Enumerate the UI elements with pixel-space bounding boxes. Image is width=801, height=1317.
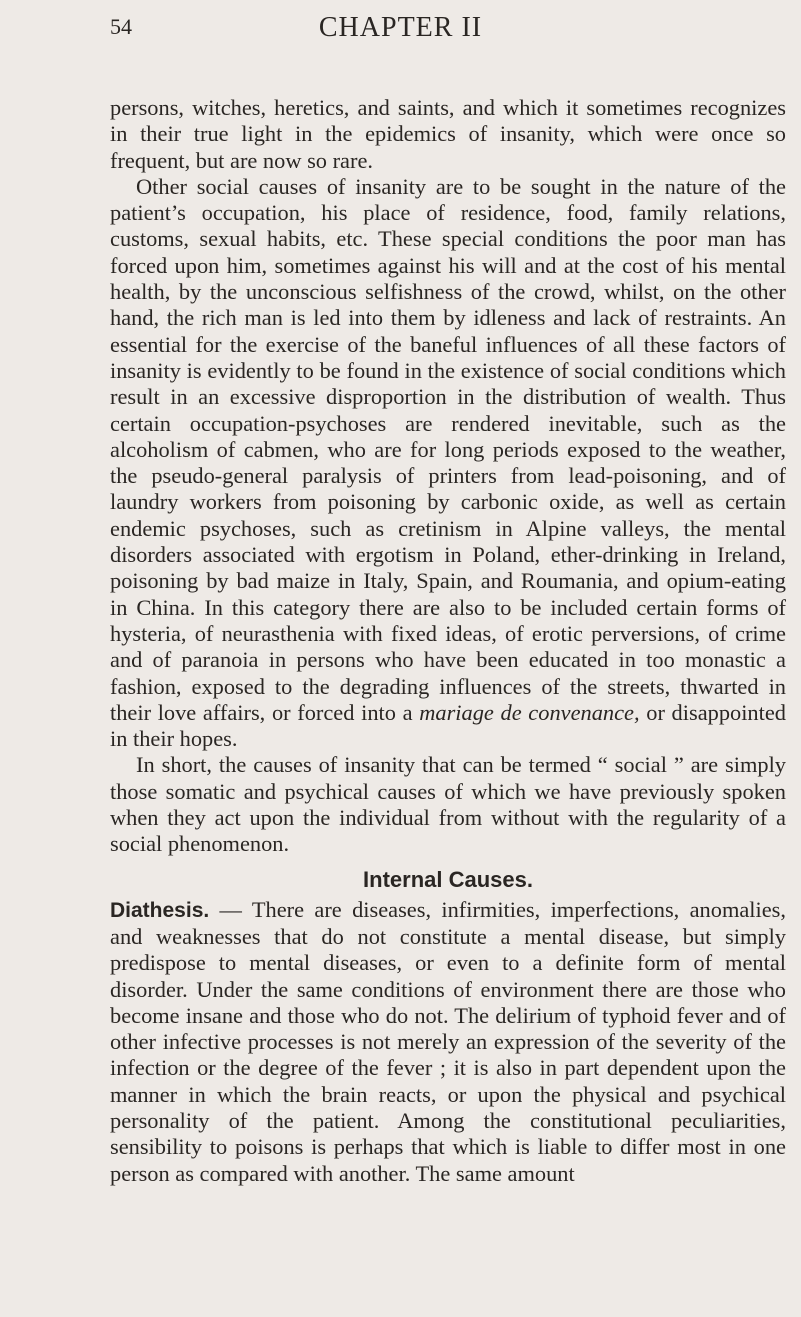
paragraph-continuation: persons, witches, heretics, and saints, and which it sometimes recognizes in their true light in the epidemics of insanity, which were once so frequent, but are now so rare. xyxy=(110,95,786,173)
italic-phrase: mariage de convenance, xyxy=(419,699,640,725)
paragraph-diathesis xyxy=(110,897,786,1187)
paragraph-text: — There are diseases, infirmities, imperfections, anomalies, and weaknesses that do not constitute a mental disease, but simply predispose to mental diseases, or even to a definite form of mental disorder. Under the same conditions of environment there are those who become insane and those who do not. The delirium of typhoid fever and of other infective processes is not merely an expression of the severity of the infection or the degree of the fever ; it is also in part dependent upon the manner in which the brain reacts, or upon the physical and psychical personality of the patient. Among the constitutional peculiarities, sensibility to poisons is perhaps that which is liable to differ most in one person as compared with another. The same amount xyxy=(110,896,786,1186)
running-head xyxy=(0,12,801,48)
paragraph-summary: In short, the causes of insanity that can be termed “ social ” are simply those somatic and psychical causes of which we have previously spoken when they act upon the individual from without with the regularity of a social phenomenon. xyxy=(110,752,786,857)
paragraph-text: Other social causes of insanity are to be sought in the nature of the patient’s occupation, his place of residence, food, family relations, customs, sexual habits, etc. These special conditions the poor man has forced upon him, sometimes against his will and at the cost of his mental health, by the unconscious selfishness of the crowd, whilst, on the other hand, the rich man is led into them by idleness and lack of restraints. An essential for the exercise of the baneful influences of all these factors of insanity is evidently to be found in the existence of social conditions which result in an excessive disproportion in the distribution of wealth. Thus certain occupation-psychoses are rendered inevitable, such as the alcoholism of cabmen, who are for long periods exposed to the weather, the pseudo-general paralysis of printers from lead-poisoning, and of laundry workers from poisoning by carbonic oxide, as well as certain endemic psychoses, such as cretinism in Alpine valleys, the mental disorders associated with ergotism in Poland, ether-drinking in Ireland, poisoning by bad maize in Italy, Spain, and Roumania, and opium-eating in China. In this category there are also to be included certain forms of hysteria, of neurasthenia with fixed ideas, of erotic perversions, of crime and of paranoia in persons who have been educated in too monastic a fashion, exposed to the degrading influences of the streets, thwarted in their love affairs, or forced into a xyxy=(110,173,786,725)
chapter-title: CHAPTER II xyxy=(318,12,483,43)
body-text xyxy=(110,95,786,1187)
paragraph-social-causes xyxy=(110,174,786,753)
section-heading: Internal Causes. xyxy=(363,866,533,892)
sub-heading: Diathesis. xyxy=(110,898,210,922)
paragraph-text-end: or disappointed in their hopes. xyxy=(110,699,786,752)
page-number: 54 xyxy=(110,14,132,39)
